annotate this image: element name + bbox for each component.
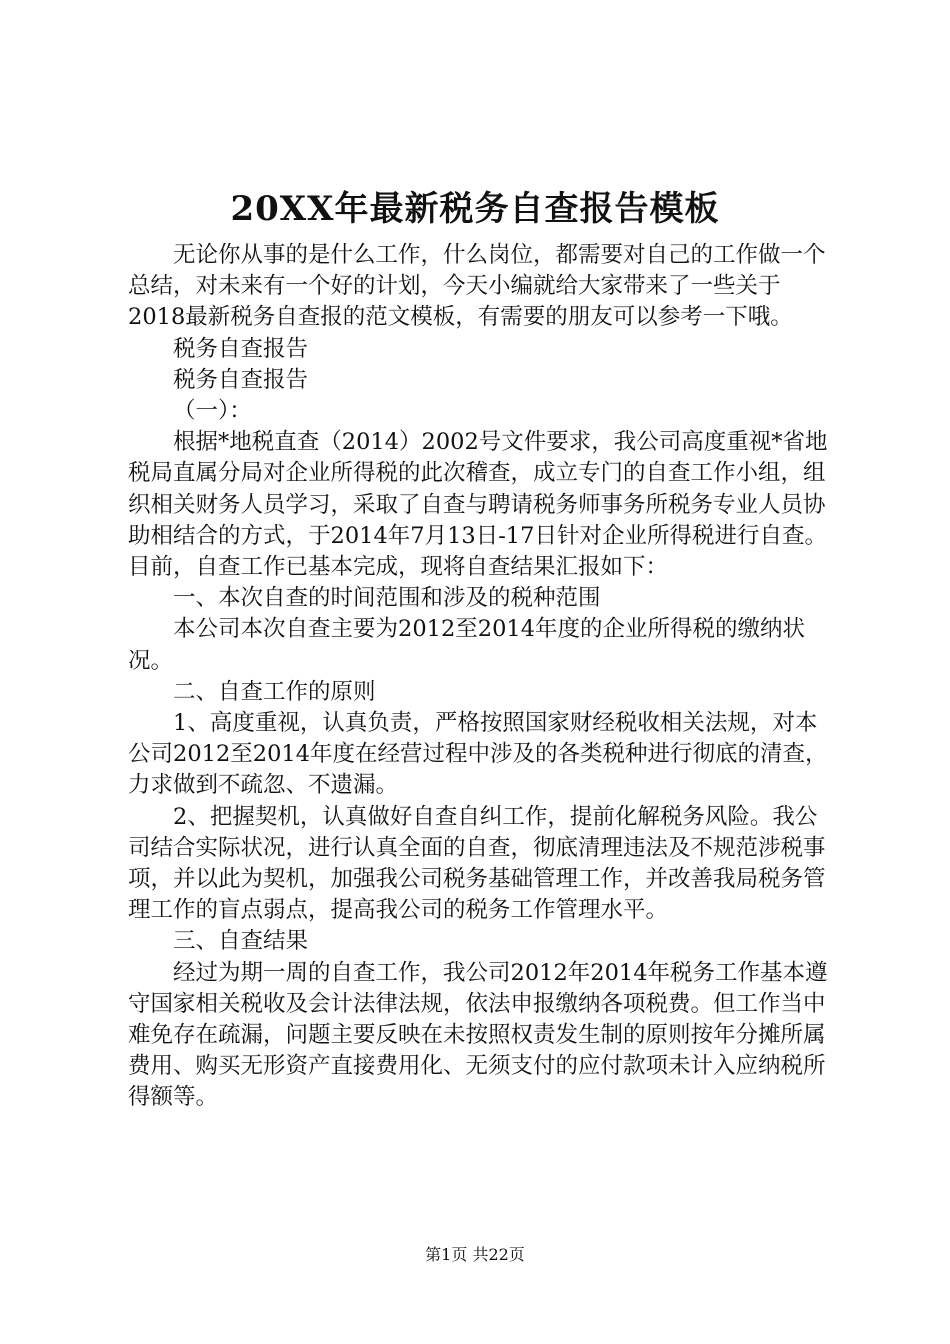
paragraph-results: 经过为期一周的自查工作，我公司2012年2014年税务工作基本遵守国家相关税收及会计法律法规，依法申报缴纳各项税费。但工作当中难免存在疏漏，问题主要反映在未按照权责发生制的原则按年分摊所属费用、购买无形资产直接费用化、无须支付的应付款项未计入应纳税所得额等。 xyxy=(128,959,828,1111)
paragraph-section-label: （一）： xyxy=(173,398,252,425)
paragraph-principle-2: 2、把握契机，认真做好自查自纠工作，提前化解税务风险。我公司结合实际状况，进行认真全面的自查，彻底清理违法及不规范涉税事项，并以此为契机，加强我公司税务基础管理工作，并改善我局税务管理工作的盲点弱点，提高我公司的税务工作管理水平。 xyxy=(128,803,826,924)
paragraph-intro: 无论你从事的是什么工作，什么岗位，都需要对自己的工作做一个总结，对未来有一个好的计划，今天小编就给大家带来了一些关于2018最新税务自查报的范文模板，有需要的朋友可以参考一下哦。 xyxy=(128,242,826,331)
document-body xyxy=(128,240,832,1114)
page-footer: 第1页 共22页 xyxy=(425,1245,525,1264)
paragraph-background: 根据*地税直查（2014）2002号文件要求，我公司高度重视*省地税局直属分局对企业所得税的此次稽查，成立专门的自查工作小组，组织相关财务人员学习，采取了自查与聘请税务师事务所税务专业人员协助相结合的方式，于2014年7月13日-17日针对企业所得税进行自查。目前，自查工作已基本完成，现将自查结果汇报如下： xyxy=(128,429,828,581)
paragraph-heading: 税务自查报告 xyxy=(173,335,309,362)
paragraph-section-heading: 一、本次自查的时间范围和涉及的税种范围 xyxy=(173,585,601,612)
paragraph-scope: 本公司本次自查主要为2012至2014年度的企业所得税的缴纳状况。 xyxy=(128,616,806,674)
paragraph-principle-1: 1、高度重视，认真负责，严格按照国家财经税收相关法规，对本公司2012至2014年度在经营过程中涉及的各类税种进行彻底的清查，力求做到不疏忽、不遗漏。 xyxy=(128,710,828,799)
paragraph-heading: 税务自查报告 xyxy=(173,366,309,393)
paragraph-section-heading: 二、自查工作的原则 xyxy=(173,678,376,705)
document-title: 20XX年最新税务自查报告模板 xyxy=(230,189,720,229)
paragraph-section-heading: 三、自查结果 xyxy=(173,928,309,955)
